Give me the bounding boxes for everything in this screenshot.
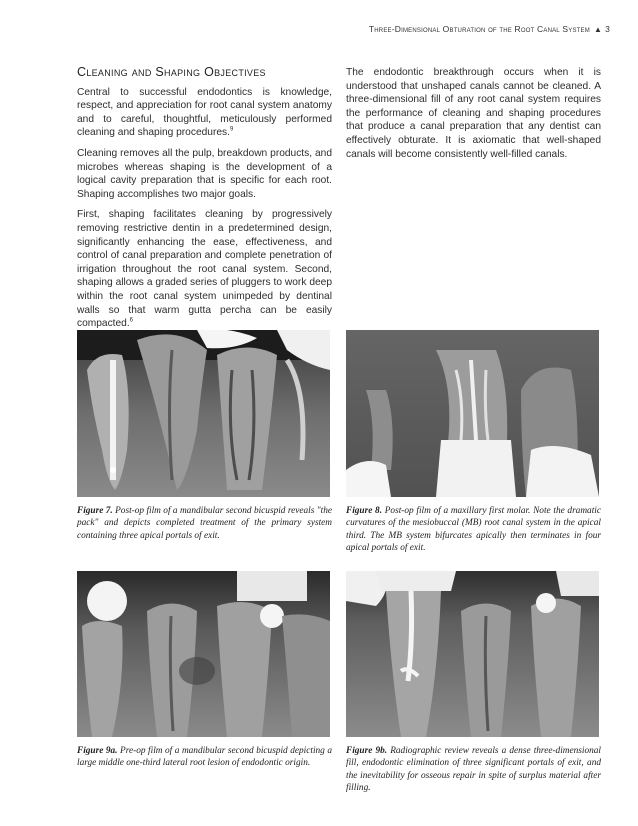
figure-9b-radiograph — [346, 571, 599, 737]
paragraph: The endodontic breakthrough occurs when it is understood that unshaped canals cannot be cleaned. A three-dimensional fill of any root canal system requires the performance of cleaning and shaping procedures that produce a canal preparation that any dentist can effectively obturate. It is axiomatic that well-shaped canals will become consistently well-filled canals. — [346, 67, 601, 160]
section-title: Cleaning and Shaping Objectives — [77, 65, 266, 79]
figure-9a-radiograph — [77, 571, 330, 737]
running-title: Three-Dimensional Obturation of the Root Canal System — [368, 24, 590, 34]
figure-7-radiograph — [77, 330, 330, 497]
left-column — [77, 66, 332, 338]
paragraph: Cleaning removes all the pulp, breakdown products, and microbes whereas shaping is the development of a logical cavity preparation that is specific for each root. Shaping accomplishes two major goals. — [77, 147, 332, 200]
figure-8-caption — [346, 505, 601, 554]
caption-text: Post-op film of a mandibular second bicuspid reveals "the pack" and depicts completed treatment of the primary system containing three apical portals of exit. — [77, 506, 332, 541]
paragraph: First, shaping facilitates cleaning by progressively removing restrictive dentin in a predetermined design, significantly enhancing the ease, effectiveness, and control of canal preparation and complete penetration of irrigation throughout the root canal system. Second, shaping allows a graded series of pluggers to work deep within the root canal system unimpeded by dentinal walls so that warm gutta percha can be easily compacted.$^6$ — [77, 209, 332, 330]
caption-text: Post-op film of a maxillary first molar. Note the dramatic curvatures of the mesiobuccal (MB) root canal system in the apical third. The MB system bifurcates apically then terminates in four apical portals of exit. — [346, 506, 601, 553]
right-column — [346, 66, 601, 168]
figure-label: Figure 8. — [346, 506, 383, 516]
figure-8-radiograph — [346, 330, 599, 497]
caption-text: Radiographic review reveals a dense three-dimensional fill, endodontic elimination of three significant portals of exit, and the inevitability for osseous repair in spite of surplus material after filling. — [346, 746, 601, 793]
running-header — [369, 24, 610, 34]
figure-9b-caption — [346, 745, 601, 794]
citation: 6 — [129, 317, 134, 324]
citation: 9 — [229, 126, 234, 133]
page-number: 3 — [605, 24, 610, 34]
figure-label: Figure 9b. — [346, 746, 388, 756]
caption-text: Pre-op film of a mandibular second bicuspid depicting a large middle one-third lateral root lesion of endodontic origin. — [77, 746, 332, 769]
figure-7-caption — [77, 505, 332, 542]
figure-label: Figure 9a. — [77, 746, 118, 756]
figure-label: Figure 7. — [77, 506, 113, 516]
triangle-icon: ▲ — [593, 25, 603, 34]
figure-9a-caption — [77, 745, 332, 770]
paragraph: Central to successful endodontics is knowledge, respect, and appreciation for root canal system anatomy and to careful, thoughtful, meticulously performed cleaning and shaping procedures.$^9$ — [77, 86, 332, 139]
